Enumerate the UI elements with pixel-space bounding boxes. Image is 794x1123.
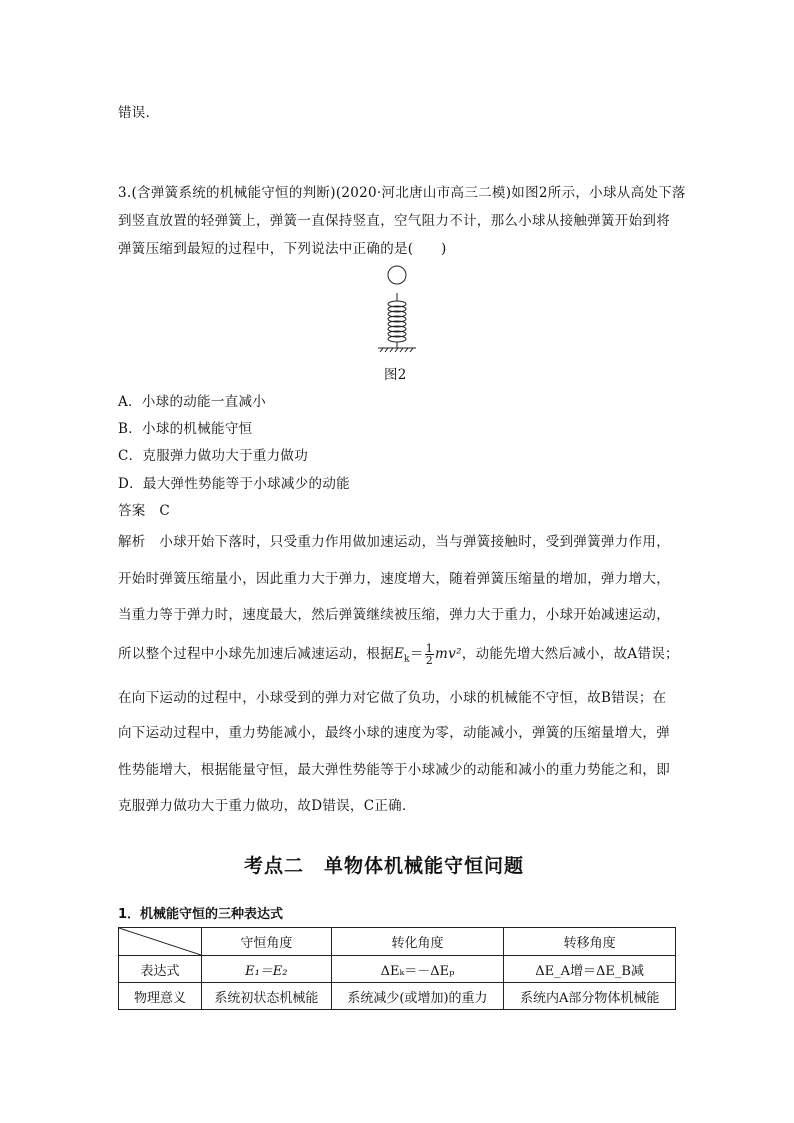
question-line-3: 弹簧压缩到最短的过程中，下列说法中正确的是( )	[118, 241, 447, 257]
answer: 答案 C	[118, 503, 171, 519]
table-cell: 系统减少(或增加)的重力	[331, 983, 504, 1010]
analysis-line-5: 在向下运动的过程中，小球受到的弹力对它做了负功，小球的机械能不守恒，故B错误；在	[118, 690, 667, 706]
table-row	[119, 956, 676, 983]
table-cell: ΔEₖ＝－ΔEₚ	[331, 956, 504, 983]
analysis-line-2: 开始时弹簧压缩量小，因此重力大于弹力，速度增大，随着弹簧压缩量的增加，弹力增大，	[118, 571, 670, 587]
table-cell: 系统初状态机械能	[202, 983, 332, 1010]
section-heading: 考点二 单物体机械能守恒问题	[244, 855, 525, 877]
spring-icon	[388, 293, 406, 348]
analysis-line-1: 解析 小球开始下落时，只受重力作用做加速运动，当与弹簧接触时，受到弹簧弹力作用，	[118, 534, 670, 550]
analysis-line-4-before: 所以整个过程中小球先加速后减速运动，根据	[118, 646, 394, 662]
top-fragment: 错误．	[118, 105, 160, 121]
fraction-numerator: 1	[425, 642, 434, 655]
formula-mv2: mv²	[435, 646, 462, 662]
table-cell: ΔE_A增＝ΔE_B减	[504, 956, 676, 983]
figure-caption: 图2	[384, 367, 407, 383]
formula-fraction	[425, 643, 434, 666]
table-header-row	[119, 928, 676, 956]
analysis-line-4	[118, 642, 679, 666]
table-row-label: 表达式	[119, 956, 202, 983]
option-a: A．小球的动能一直减小	[118, 394, 267, 410]
option-c: C．克服弹力做功大于重力做功	[118, 448, 309, 464]
ball-icon	[388, 266, 406, 284]
table-row-label: 物理意义	[119, 983, 202, 1010]
table-cell: E₁＝E₂	[202, 956, 332, 983]
table-header: 转化角度	[331, 928, 504, 956]
option-b: B．小球的机械能守恒	[118, 421, 253, 437]
analysis-line-3: 当重力等于弹力时，速度最大，然后弹簧继续被压缩，弹力大于重力，小球开始减速运动，	[118, 607, 670, 623]
table-cell: 系统内A部分物体机械能	[504, 983, 676, 1010]
table-row	[119, 983, 676, 1010]
analysis-line-8: 克服弹力做功大于重力做功，故D错误，C正确．	[118, 798, 416, 814]
diagonal-line-icon	[119, 928, 201, 955]
formula-equals: ＝	[409, 646, 424, 662]
table-header: 守恒角度	[202, 928, 332, 956]
analysis-line-7: 性势能增大，根据能量守恒，最大弹性势能等于小球减少的动能和减小的重力势能之和，即	[118, 762, 670, 778]
analysis-line-4-after: ，动能先增大然后减小，故A错误；	[461, 646, 679, 662]
option-d: D．最大弹性势能等于小球减少的动能	[118, 476, 350, 492]
formula-ek-sub: k	[404, 654, 410, 665]
question-line-2: 到竖直放置的轻弹簧上，弹簧一直保持竖直，空气阻力不计，那么小球从接触弹簧开始到将	[118, 213, 670, 229]
table-corner-cell	[119, 928, 202, 956]
section-subtitle: 1．机械能守恒的三种表达式	[118, 907, 284, 922]
formula-ek: E	[394, 646, 405, 662]
analysis-line-6: 向下运动过程中，重力势能减小，最终小球的速度为零，动能减小，弹簧的压缩量增大，弹	[118, 725, 670, 741]
ground-icon	[378, 348, 416, 352]
expression-table	[118, 927, 676, 1010]
spring-ball-figure	[374, 264, 420, 354]
fraction-denominator: 2	[425, 654, 434, 667]
table-header: 转移角度	[504, 928, 676, 956]
question-line-1: 3.(含弹簧系统的机械能守恒的判断)(2020·河北唐山市高三二模)如图2所示，小球从高处下落	[118, 185, 686, 201]
